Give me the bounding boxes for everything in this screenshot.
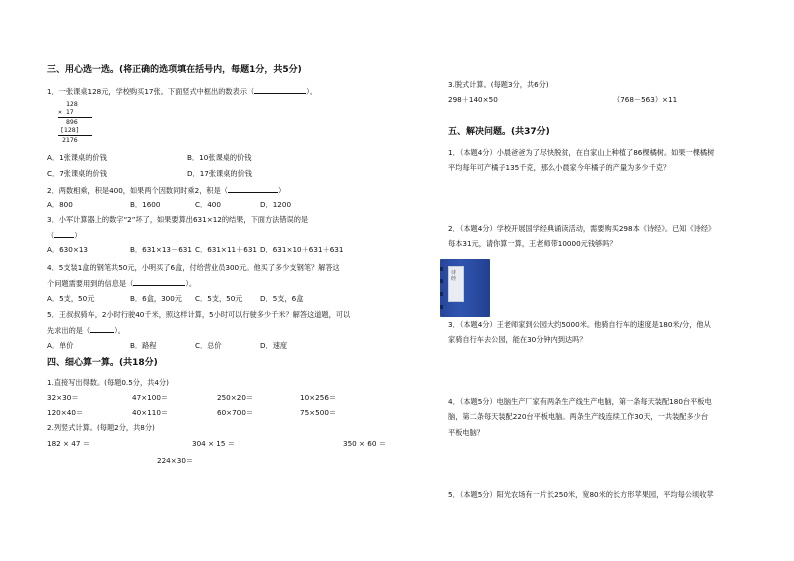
problem-1-line: 平均每年可产橘子135千克，那么小晨家今年橘子的产量为多少千克？ [448, 163, 671, 172]
calc-boxed-number: [128] [60, 126, 80, 134]
q3-option-c[interactable]: C．631×11＋631 [195, 245, 257, 254]
calc-line: 2176 [62, 136, 78, 144]
q3-option-d[interactable]: D．631×10＋631＋631 [260, 245, 344, 254]
part3-title: 3.脱式计算。(每题3分，共6分) [448, 80, 549, 89]
q3-bracket: （ ） [47, 231, 82, 240]
oral-item: 60×700＝ [217, 408, 254, 417]
answer-blank[interactable] [54, 230, 74, 238]
q4-option-b[interactable]: B．6盒，300元 [130, 294, 182, 303]
calc-line: × 17 [58, 108, 74, 116]
q1-option-c[interactable]: C．7张课桌的价钱 [47, 169, 107, 178]
problem-4-line: 脑，第二条每天装配220台平板电脑。两条生产线连续工作30天，一共装配多少台 [448, 412, 709, 421]
vertical-calc-item: 182 × 47 ＝ [47, 439, 90, 448]
q3-option-a[interactable]: A．630×13 [47, 245, 88, 254]
problem-1-line: 1．（本题4分）小晨爸爸为了尽快脱贫，在自家山上种植了86棵橘树。如果一棵橘树 [448, 148, 715, 157]
oral-item: 40×110＝ [132, 408, 169, 417]
answer-blank[interactable] [254, 86, 306, 94]
q4-option-a[interactable]: A．5支，50元 [47, 294, 95, 303]
q4-option-c[interactable]: C．5支，50元 [195, 294, 243, 303]
section4-part1-title: 1.直接写出得数。(每题0.5分，共4分) [47, 378, 169, 387]
oral-item: 10×256＝ [300, 393, 337, 402]
problem-3-line: 3．（本题4分）王老师家到公园大约5000米。他骑自行车的速度是180米/分，他从 [448, 320, 711, 329]
section4-title: 四、细心算一算。(共18分) [47, 358, 158, 368]
vertical-calc-item: 304 × 15 ＝ [192, 439, 235, 448]
vertical-calc-item: 224×30＝ [157, 456, 194, 465]
oral-item: 75×500＝ [300, 408, 337, 417]
book-image [440, 259, 490, 317]
answer-blank[interactable] [228, 185, 278, 193]
q1-option-d[interactable]: D．17张课桌的价钱 [187, 169, 252, 178]
problem-5-line: 5．（本题5分）阳光农场有一片长250米，宽80米的长方形苹果园，平均每公顷收苹 [448, 490, 714, 499]
q4-option-d[interactable]: D．5支，6盒 [260, 294, 304, 303]
oral-item: 32×30＝ [47, 393, 79, 402]
q4-text-line2: 个问题需要用到的信息是（ ）。 [47, 279, 197, 288]
vertical-calc-item: 350 × 60 ＝ [343, 439, 386, 448]
q5-option-a[interactable]: A．单价 [47, 341, 74, 350]
q3-text: 3．小军计算器上的数字“2”坏了，如果要算出631×12的结果，下面方法错误的是 [47, 215, 309, 224]
q2-option-c[interactable]: C．400 [195, 200, 221, 209]
q1-option-b[interactable]: B．10张课桌的价钱 [187, 153, 252, 162]
answer-blank[interactable] [133, 278, 185, 286]
oral-item: 47×100＝ [132, 393, 169, 402]
q1-option-a[interactable]: A．1张课桌的价钱 [47, 153, 107, 162]
q5-text-line1: 5．王叔叔骑车，2小时行驶40千米，照这样计算，5小时可以行驶多少千米？解答这道题，可以 [47, 310, 351, 319]
book-title-label: 诗经 [448, 266, 464, 302]
section3-title: 三、用心选一选。(将正确的选项填在括号内，每题1分，共5分) [47, 65, 302, 75]
problem-2-line: 每本31元，请你算一算，王老师带10000元钱够吗？ [448, 239, 617, 248]
q5-text-line2: 先求出的是（ ）。 [47, 326, 125, 335]
section5-title: 五、解决问题。(共37分) [448, 127, 550, 137]
vertical-calculation [58, 100, 98, 144]
q2-text: 2．两数相乘，积是400，如果两个因数同时乘2，积是（ ） [47, 186, 286, 195]
q3-option-b[interactable]: B．631×13－631 [130, 245, 192, 254]
oral-item: 120×40＝ [47, 408, 84, 417]
q2-option-b[interactable]: B．1600 [130, 200, 161, 209]
q5-option-c[interactable]: C．总价 [195, 341, 222, 350]
mixed-calc-item: （768－563）×11 [613, 95, 678, 104]
section4-part2-title: 2.列竖式计算。(每题2分，共8分) [47, 423, 155, 432]
problem-2-line: 2．（本题4分）学校开展国学经典诵读活动，需要购买298本《诗经》。已知《诗经》 [448, 224, 716, 233]
answer-blank[interactable] [90, 325, 114, 333]
problem-4-line: 4．（本题5分）电脑生产厂家有两条生产线生产电脑，第一条每天装配180台平板电 [448, 397, 712, 406]
oral-item: 250×20＝ [217, 393, 254, 402]
q5-option-b[interactable]: B．路程 [130, 341, 157, 350]
q4-text-line1: 4．5支装1盒的钢笔共50元，小明买了6盒，付给营业员300元。他买了多少支钢笔？解答这 [47, 263, 340, 272]
problem-4-line: 平板电脑？ [448, 428, 484, 437]
calc-line: 896 [66, 118, 78, 126]
mixed-calc-item: 298＋140×50 [448, 95, 498, 104]
q1-text: 1．一张课桌128元，学校购买17张。下面竖式中框出的数表示（ ）。 [47, 87, 317, 96]
q2-option-d[interactable]: D．1200 [260, 200, 292, 209]
calc-line: 128 [66, 100, 78, 108]
q2-option-a[interactable]: A．800 [47, 200, 73, 209]
problem-3-line: 家骑自行车去公园，能在30分钟内到达吗？ [448, 335, 587, 344]
q5-option-d[interactable]: D．速度 [260, 341, 288, 350]
